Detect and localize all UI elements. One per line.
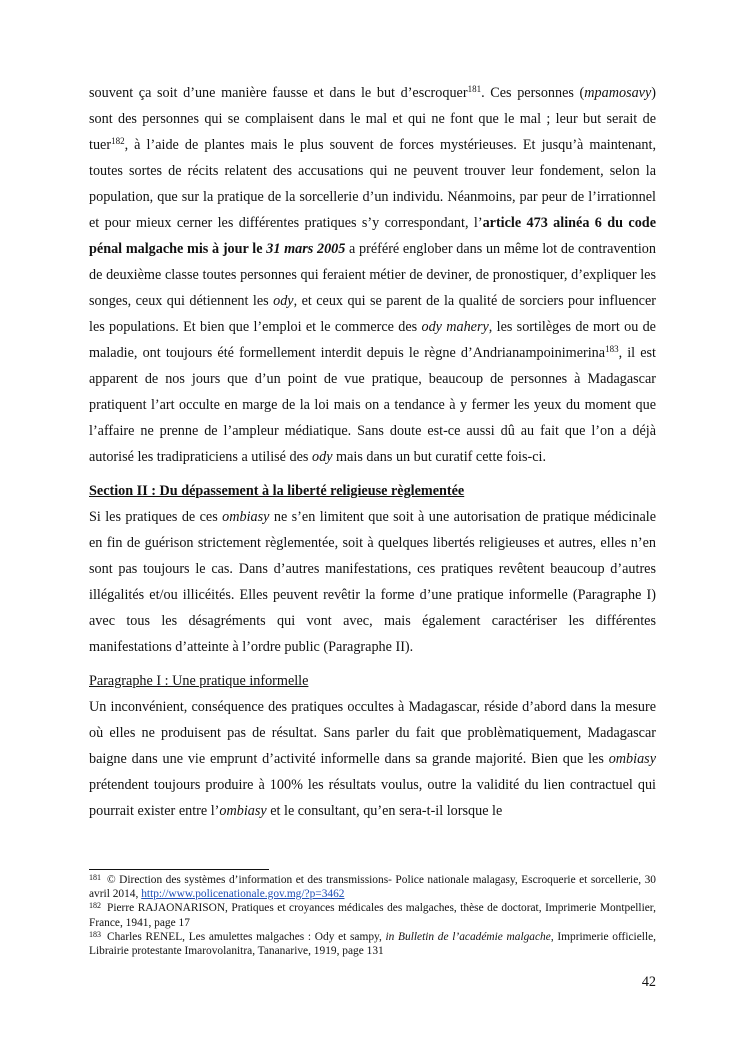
footnote-183: $^{183}$ Charles RENEL, Les amulettes malgaches : Ody et sampy, in Bulletin de l’académie malgache, Imprimerie officielle, Librairie protestante Imarovolanitra, Tananarive, 1919, page 131 — [89, 929, 657, 958]
footnote-separator — [89, 869, 269, 870]
body-paragraph-1: souvent ça soit d’une manière fausse et dans le but d’escroquer$^{181}$. Ces personnes (mpamosavy) sont des personnes qui se complaisent dans le mal et qui ne font que le mal ; leur but serait de tuer$^{182}$, à l’aide de plantes mais le plus souvent de forces mystérieuses. Et jusqu’à maintenant, toutes sortes de récits relatent des accusations qui ne peuvent trouver leur fondement, selon la population, que sur la pratique de la sorcellerie d’un individu. Néanmoins, par peur de l’irrationnel et pour mieux cerner les différentes pratiques s’y correspondant, l’article 473 alinéa 6 du code pénal malgache mis à jour le 31 mars 2005 a préféré englober dans un même lot de contravention de deuxième classe toutes personnes qui feraient métier de deviner, de pronostiquer, d’expliquer les songes, ceux qui détiennent les ody, et ceux qui se parent de la qualité de sorciers pour influencer les populations. Et bien que l’emploi et le commerce des ody mahery, les sortilèges de mort ou de maladie, ont toujours été formellement interdit depuis le règne d’Andrianampoinimerina$^{183}$, il est apparent de nos jours que d’un point de vue pratique, beaucoup de personnes à Madagascar pratiquent l’art occulte en marge de la loi mais on a tendance à y fermer les yeux du moment que l’affaire ne prenne de l’ampleur médiatique. Sans doute est-ce aussi dû au fait que l’on a déjà autorisé les tradipraticiens a utilisé des ody mais dans un but curatif cette fois-ci. — [89, 84, 657, 465]
document-page — [89, 80, 656, 824]
section-title: Section II : Du dépassement à la liberté religieuse règlementée — [89, 483, 465, 499]
footnote-ref-181[interactable]: 181 — [467, 84, 482, 94]
footnote-181: $^{181}$ © Direction des systèmes d’information et des transmissions- Police nationale malagasy, Escroquerie et sorcellerie, 30 avril 2014, http://www.policenationale.gov.mg/?p=3462 — [89, 873, 656, 901]
paragraph-title: Paragraphe I : Une pratique informelle — [89, 673, 309, 689]
footnote-ref-183[interactable]: 183 — [605, 344, 619, 354]
footnote-ref-182[interactable]: 182 — [111, 136, 125, 146]
footnote-link[interactable]: http://www.policenationale.gov.mg/?p=3462 — [141, 888, 345, 901]
footnotes — [89, 873, 656, 958]
legal-reference: article 473 alinéa 6 du code pénal malgache mis à jour le 31 mars 2005 — [89, 215, 656, 257]
body-paragraph-3: Un inconvénient, conséquence des pratiques occultes à Madagascar, réside d’abord dans la mesure où elles ne produisent pas de résultat. Sans parler du fait que problèmatiquement, Madagascar baigne dans une vie emprunt d’activité informelle dans sa grande majorité. Bien que les ombiasy prétendent toujours produire à 100% les résultats voulus, outre la validité du lien contractuel qui pourrait exister entre l’ombiasy et le consultant, qu’en sera-t-il lorsque le — [89, 699, 656, 819]
body-paragraph-2: Si les pratiques de ces ombiasy ne s’en limitent que soit à une autorisation de pratique médicinale en fin de guérison strictement règlementée, soit à quelques libertés religieuses et autres, elles n’en sont pas toujours le cas. Dans d’autres manifestations, ces pratiques revêtent beaucoup d’autres illégalités et/ou illicéités. Elles peuvent revêtir la forme d’une pratique informelle (Paragraphe I) avec tous les désagréments qui vont avec, mais également caractériser les différentes manifestations d’atteinte à l’ordre public (Paragraphe II). — [89, 509, 656, 655]
footnote-182: $^{182}$ Pierre RAJAONARISON, Pratiques et croyances médicales des malgaches, thèse de doctorat, Imprimerie Montpellier, France, 1941, page 17 — [89, 901, 656, 929]
page-number: 42 — [641, 974, 656, 990]
